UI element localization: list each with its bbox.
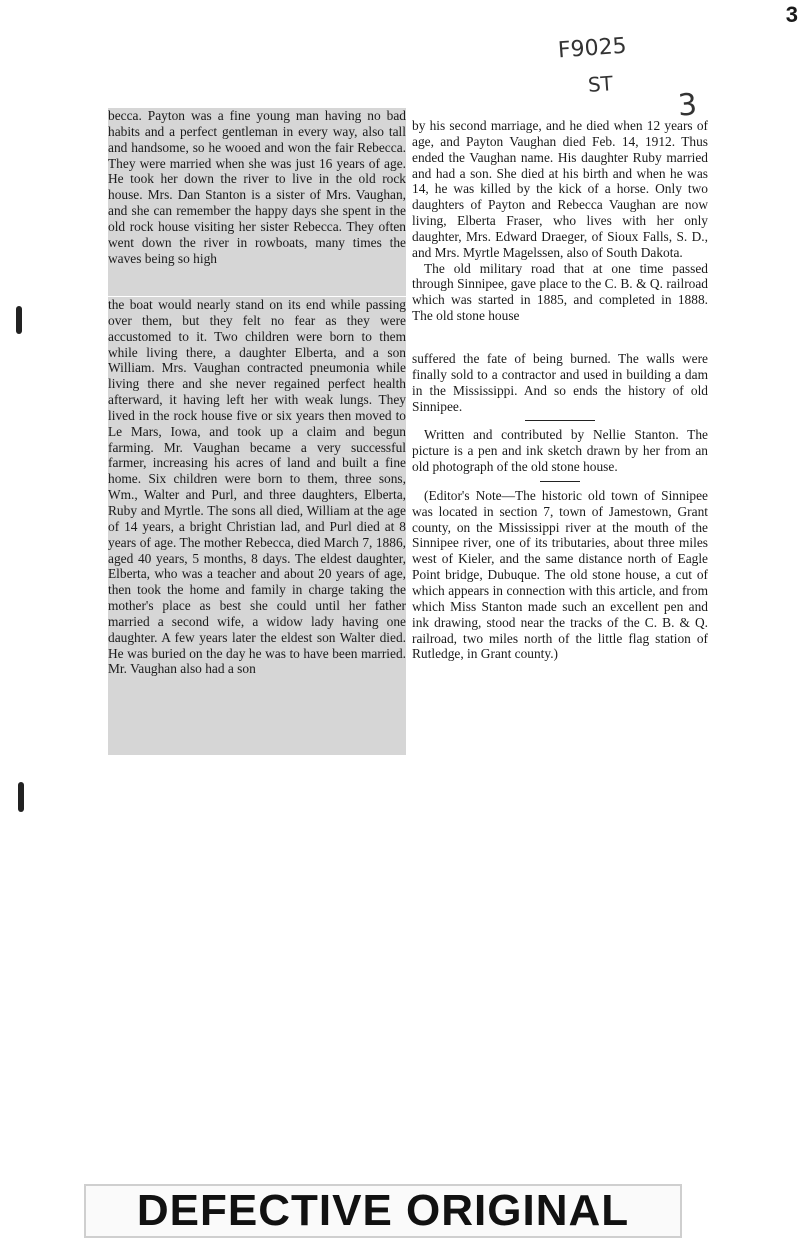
defective-original-banner: DEFECTIVE ORIGINAL xyxy=(84,1184,682,1238)
article-paragraph: the boat would nearly stand on its end while passing over them, but they felt no fear as they were accustomed to it. Two children were born to them while living there, a daughter Elberta, and a son William. Mrs. Vaughan contracted pneumonia while living there and she never regained perfect health afterward, it having left her with weak lungs. They lived in the rock house five or six years then moved to Le Mars, Iowa, and took up a claim and begun farming. Mr. Vaughan became a very successful farmer, increasing his acres of land and built a fine home. Six children were born to them, three sons, Wm., Walter and Purl, and three daughters, Elberta, Ruby and Myrtle. The sons all died, William at the age of 14 years, a bright Christian lad, and Purl died at 8 years of age. The mother Rebecca, died March 7, 1886, aged 40 years, 5 months, 8 days. The eldest daughter, Elberta, who was a teacher and about 20 years of age, then took the home and family in charge taking the mother's place as best she could until her father married a second wife, a widow lady having one daughter. A few years later the eldest son Walter died. He was buried on the day he was to have been married. Mr. Vaughan also had a son xyxy=(108,297,406,677)
margin-mark xyxy=(16,306,22,334)
article-paragraph: Written and contributed by Nellie Stanton. The picture is a pen and ink sketch drawn by her from an old photograph of the old stone house. xyxy=(412,427,708,475)
handwritten-initials: ST xyxy=(587,71,614,97)
clipping-column-2-top xyxy=(412,118,708,350)
article-paragraph: The old military road that at one time passed through Sinnipee, gave place to the C. B. & Q. railroad which was started in 1885, and completed in 1888. The old stone house xyxy=(412,260,708,324)
handwritten-call-number: F9025 xyxy=(557,33,628,64)
article-paragraph: suffered the fate of being burned. The walls were finally sold to a contractor and used in building a dam in the Mississippi. And so ends the history of old Sinnipee. xyxy=(412,351,708,414)
article-paragraph: (Editor's Note—The historic old town of Sinnipee was located in section 7, town of Jamestown, Grant county, on the Mississippi river at the mouth of the Sinnipee river, one of its tributaries, about three miles west of Kieler, and the same distance north of Eagle Point bridge, Dubuque. The old stone house, a cut of which appears in connection with this article, and from which Miss Stanton made such an excellent pen and ink drawing, stood near the tracks of the C. B. & Q. railroad, two miles north of the little flag station of Rutledge, in Grant county.) xyxy=(412,487,708,662)
margin-mark xyxy=(18,782,24,812)
clipping-column-1-bottom xyxy=(108,297,406,755)
handwritten-page-number: 3 xyxy=(676,87,699,124)
page-number: 3 xyxy=(785,2,798,27)
article-paragraph: becca. Payton was a fine young man having no bad habits and a perfect gentleman in every way, also tall and handsome, so he wooed and won the fair Rebecca. They were married when she was just 16 years of age. He took her down the river to live in the old rock house. Mrs. Dan Stanton is a sister of Mrs. Vaughan, and she can remember the happy days she spent in the old rock house visiting her sister Rebecca. They often went down the river in rowboats, many times the waves being so high xyxy=(108,108,406,266)
clipping-column-1-top xyxy=(108,108,406,296)
divider xyxy=(540,481,580,482)
divider xyxy=(525,420,595,421)
clipping-column-2-bottom xyxy=(412,351,708,744)
article-paragraph: by his second marriage, and he died when 12 years of age, and Payton Vaughan died Feb. 14, 1912. Thus ended the Vaughan name. His daughter Ruby married and had a son. She died at his birth and when he was 14, he was killed by the kick of a horse. Only two daughters of Payton and Rebecca Vaughan are now living, Elberta Fraser, who lives with her only daughter, Mrs. Edward Draeger, of Sioux Falls, S. D., and Mrs. Myrtle Magelssen, also of South Dakota. xyxy=(412,118,708,260)
